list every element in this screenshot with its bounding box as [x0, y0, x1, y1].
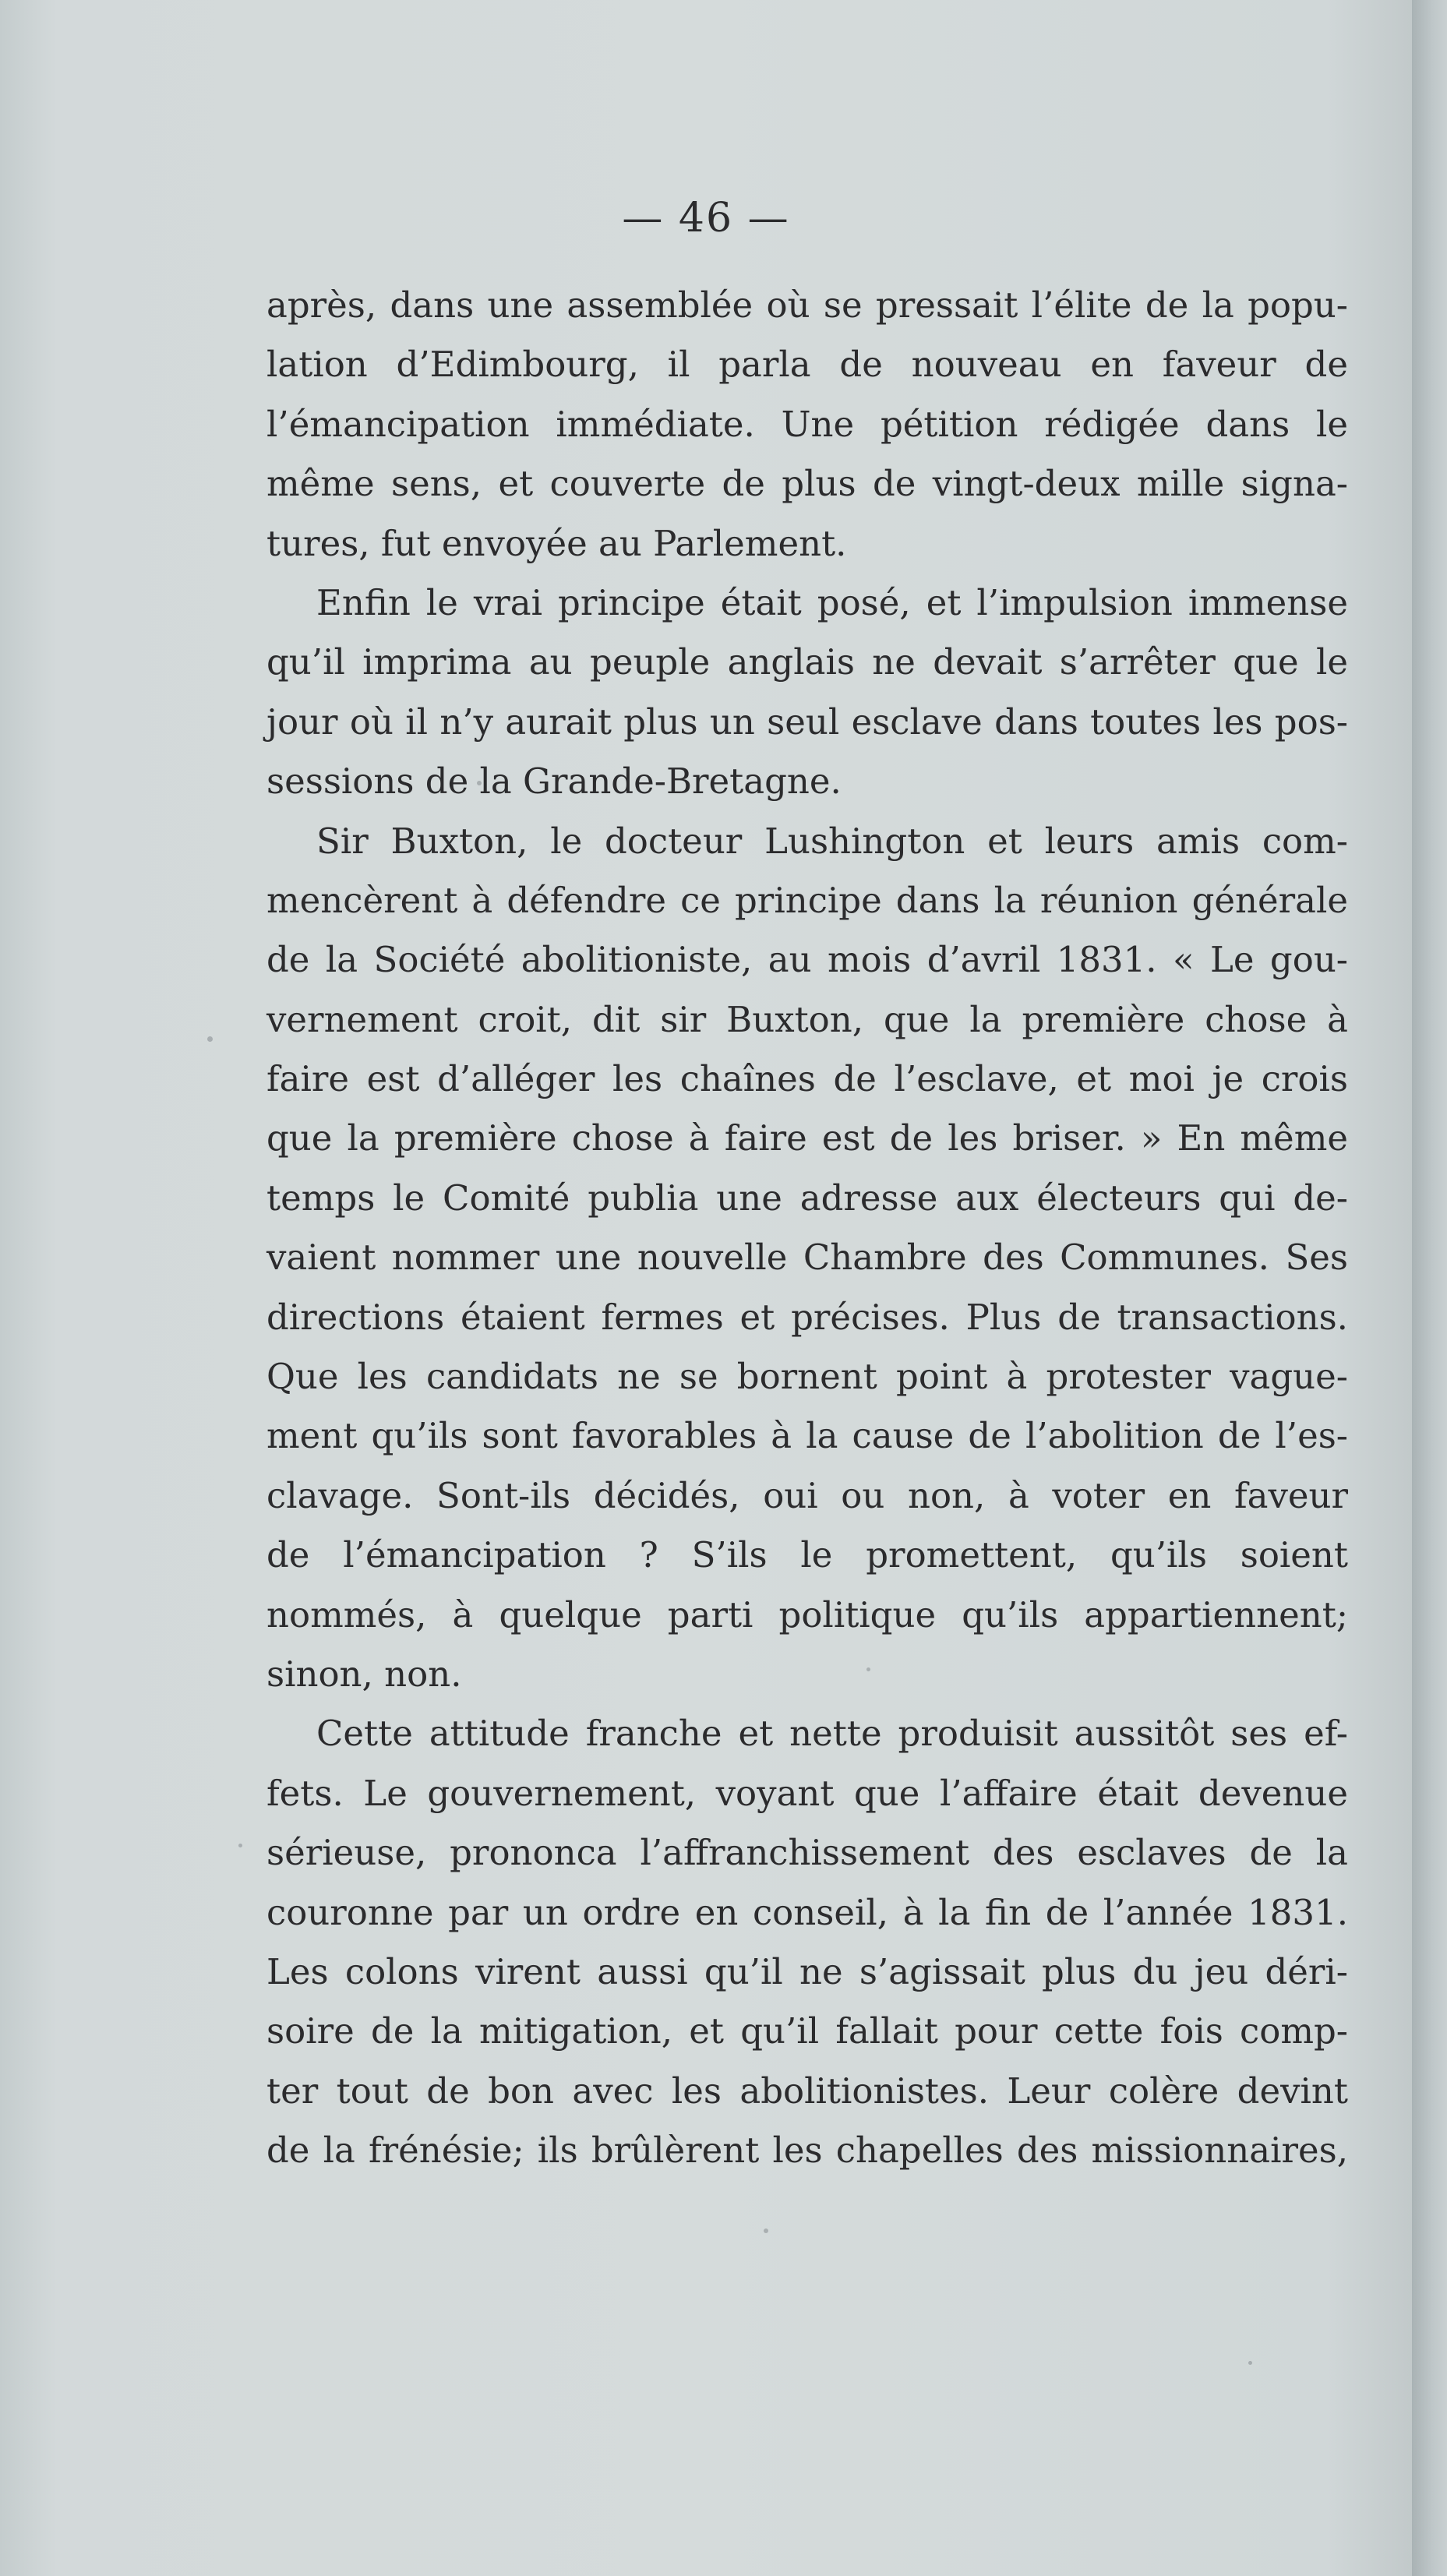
- text-line: faire est d’alléger les chaînes de l’esclave, et moi je crois: [266, 1058, 1348, 1100]
- paper-speck: [207, 1036, 213, 1042]
- text-line: mencèrent à défendre ce principe dans la réunion générale: [266, 879, 1348, 921]
- text-line: de la Société abolitioniste, au mois d’avril 1831. « Le gou-: [266, 939, 1348, 981]
- text-line: même sens, et couverte de plus de vingt-deux mille signa-: [266, 463, 1348, 505]
- text-line: qu’il imprima au peuple anglais ne devait s’arrêter que le: [266, 641, 1348, 683]
- page-number: — 46 —: [622, 195, 790, 242]
- text-line: Que les candidats ne se bornent point à protester vague-: [266, 1356, 1348, 1398]
- text-line: l’émancipation immédiate. Une pétition rédigée dans le: [266, 403, 1348, 445]
- text-line: fets. Le gouvernement, voyant que l’affaire était devenue: [266, 1772, 1348, 1814]
- paper-speck: [866, 1667, 870, 1671]
- body-text: [266, 276, 1348, 2181]
- text-line: sinon, non.: [266, 1653, 462, 1695]
- text-line: que la première chose à faire est de les briser. » En même: [266, 1117, 1348, 1159]
- text-line: après, dans une assemblée où se pressait l’élite de la popu-: [266, 284, 1348, 326]
- text-line: vernement croit, dit sir Buxton, que la première chose à: [266, 998, 1348, 1040]
- text-line: de l’émancipation ? S’ils le promettent, qu’ils soient: [266, 1534, 1348, 1576]
- text-line: sérieuse, prononca l’affranchissement des esclaves de la: [266, 1832, 1348, 1874]
- paper-speck: [477, 781, 482, 785]
- text-line: ment qu’ils sont favorables à la cause de l’abolition de l’es-: [266, 1415, 1348, 1457]
- page-edge: [1412, 0, 1447, 2576]
- text-line: Cette attitude franche et nette produisit aussitôt ses ef-: [316, 1713, 1348, 1755]
- paper-speck: [1248, 2361, 1252, 2365]
- text-line: ter tout de bon avec les abolitionistes. Leur colère devint: [266, 2070, 1348, 2112]
- text-line: tures, fut envoyée au Parlement.: [266, 522, 847, 564]
- text-line: temps le Comité publia une adresse aux électeurs qui de-: [266, 1177, 1348, 1219]
- text-line: soire de la mitigation, et qu’il fallait pour cette fois comp-: [266, 2010, 1348, 2052]
- text-line: vaient nommer une nouvelle Chambre des Communes. Ses: [266, 1237, 1348, 1279]
- text-line: nommés, à quelque parti politique qu’ils appartiennent;: [266, 1593, 1348, 1636]
- text-line: Sir Buxton, le docteur Lushington et leurs amis com-: [316, 820, 1348, 862]
- text-line: couronne par un ordre en conseil, à la fin de l’année 1831.: [266, 1891, 1348, 1933]
- paper-speck: [764, 2228, 768, 2233]
- text-line: Les colons virent aussi qu’il ne s’agissait plus du jeu déri-: [266, 1950, 1348, 1992]
- text-line: lation d’Edimbourg, il parla de nouveau en faveur de: [266, 344, 1348, 386]
- text-line: de la frénésie; ils brûlèrent les chapelles des missionnaires,: [266, 2130, 1348, 2172]
- text-line: directions étaient fermes et précises. Plus de transactions.: [266, 1296, 1348, 1338]
- paper-speck: [238, 1844, 242, 1847]
- text-line: Enfin le vrai principe était posé, et l’impulsion immense: [316, 581, 1348, 623]
- text-line: sessions de la Grande-Bretagne.: [266, 760, 842, 803]
- text-line: clavage. Sont-ils décidés, oui ou non, à voter en faveur: [266, 1474, 1348, 1516]
- text-line: jour où il n’y aurait plus un seul esclave dans toutes les pos-: [266, 700, 1348, 743]
